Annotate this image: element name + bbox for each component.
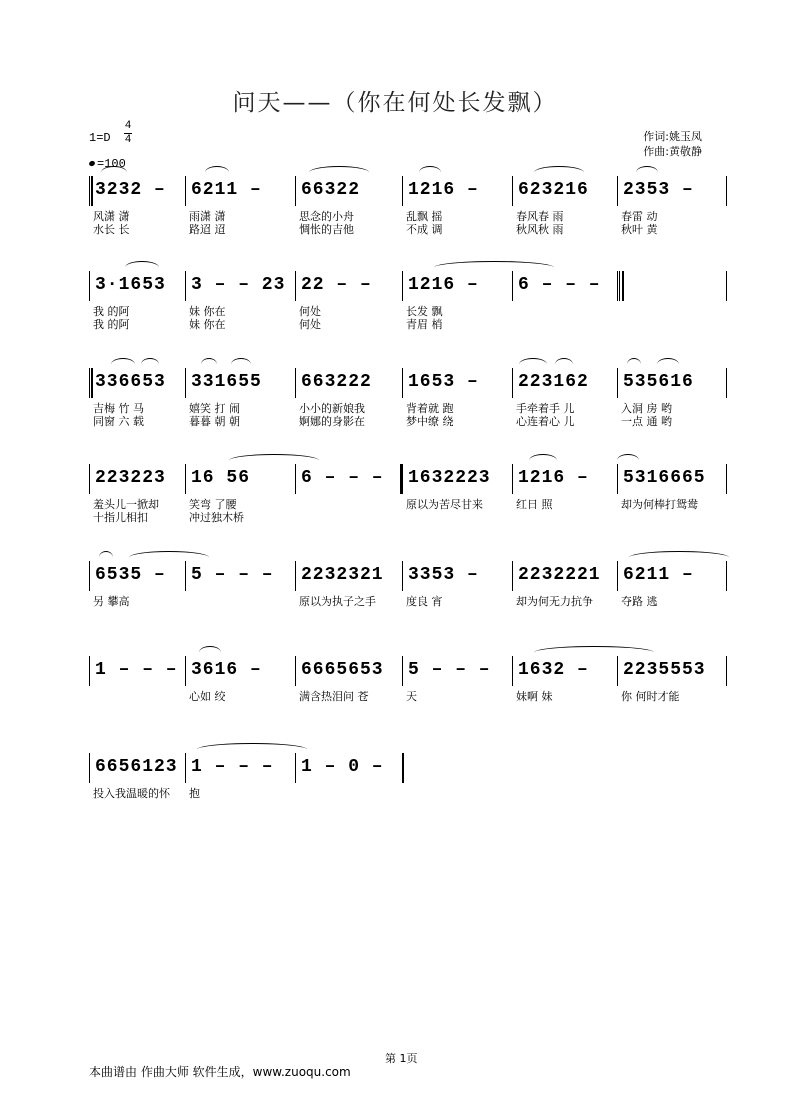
measure-notes: 5 – – – (191, 565, 274, 585)
barline (617, 176, 618, 206)
lyric-verse-1: 思念的小舟 (299, 210, 354, 223)
barline (295, 368, 296, 398)
lyric-verse-2: 惆怅的吉他 (299, 223, 354, 236)
measure-notes: 6656123 (95, 757, 178, 777)
lyric-verse-2: 梦中缭 绕 (406, 415, 454, 428)
time-signature (124, 120, 132, 147)
measure-notes: 1632223 (408, 468, 491, 488)
measure-notes: 223223 (95, 468, 166, 488)
barline (89, 176, 90, 206)
measure-notes: 6535 – (95, 565, 166, 585)
lyric-verse-2: 婀娜的身影在 (299, 415, 365, 428)
lyric-verse-1: 风潇 潇 (93, 210, 130, 223)
lyric-verse-2: 心连着心 儿 (516, 415, 575, 428)
lyric-verse-1: 夺路 逃 (621, 595, 658, 608)
barline (295, 753, 296, 783)
barline (617, 368, 618, 398)
slur (627, 358, 641, 371)
barline (512, 368, 513, 398)
page-number: 第 1页 (385, 1052, 418, 1065)
measure-notes: 3232 – (95, 180, 166, 200)
barline (295, 464, 296, 494)
thick-barline (402, 753, 404, 783)
lyric-verse-1: 妹 你在 (189, 305, 226, 318)
lyric-verse-2: 妹 你在 (189, 318, 226, 331)
barline (726, 368, 727, 398)
slur (629, 551, 729, 564)
barline (89, 464, 90, 494)
measure-notes: 5316665 (623, 468, 706, 488)
slur (534, 646, 654, 659)
lyric-verse-1: 春雷 动 (621, 210, 658, 223)
slur (534, 166, 584, 179)
lyric-verse-1: 春风春 雨 (516, 210, 564, 223)
lyric-verse-1: 背着就 跑 (406, 402, 454, 415)
barline (89, 656, 90, 686)
barline (512, 464, 513, 494)
score-line (89, 468, 726, 548)
lyric-verse-1: 我 的阿 (93, 305, 130, 318)
barline (726, 464, 727, 494)
thick-barline (91, 176, 93, 206)
barline (89, 368, 90, 398)
thick-barline (622, 271, 624, 301)
lyric-verse-2: 秋叶 黄 (621, 223, 658, 236)
slur (111, 358, 135, 371)
slur (529, 454, 557, 467)
lyric-verse-1: 入洞 房 哟 (621, 402, 672, 415)
lyric-verse-2: 我 的阿 (93, 318, 130, 331)
measure-notes: 3 – – 23 (191, 275, 286, 295)
lyric-verse-1: 羞头儿一掀却 (93, 498, 159, 511)
barline (402, 656, 403, 686)
barline (89, 753, 90, 783)
measure-notes: 1216 – (518, 468, 589, 488)
slur (197, 743, 307, 756)
slur (636, 166, 658, 179)
barline (295, 176, 296, 206)
lyric-verse-1: 雨潇 潇 (189, 210, 226, 223)
measure-notes: 6211 – (623, 565, 694, 585)
lyric-verse-1: 吉梅 竹 马 (93, 402, 144, 415)
lyric-verse-1: 却为何棒打鸳鸯 (621, 498, 698, 511)
barline (726, 176, 727, 206)
time-sig-top: 4 (124, 120, 132, 132)
measure-notes: 6 – – – (301, 468, 384, 488)
lyric-verse-2: 暮暮 朝 朝 (189, 415, 240, 428)
barline (402, 176, 403, 206)
barline (185, 753, 186, 783)
barline (617, 561, 618, 591)
measure-notes: 6211 – (191, 180, 262, 200)
slur (201, 358, 217, 371)
measure-notes: 3353 – (408, 565, 479, 585)
barline (617, 656, 618, 686)
measure-notes: 223162 (518, 372, 589, 392)
slur (657, 358, 679, 371)
slur (99, 551, 113, 564)
lyric-verse-1: 长发 飘 (406, 305, 443, 318)
lyric-verse-1: 原以为执子之手 (299, 595, 376, 608)
slur (434, 261, 554, 274)
barline (512, 561, 513, 591)
composer-credit: 作曲:黄敬静 (643, 145, 702, 158)
lyric-verse-1: 笑弯 了腰 (189, 498, 237, 511)
lyric-verse-1: 满含热泪问 苍 (299, 690, 369, 703)
lyric-verse-1: 却为何无力抗争 (516, 595, 593, 608)
lyric-verse-1: 度良 宵 (406, 595, 443, 608)
barline (402, 368, 403, 398)
lyric-verse-1: 投入我温暖的怀 (93, 787, 170, 800)
measure-notes: 6 – – – (518, 275, 601, 295)
barline (512, 656, 513, 686)
generator-note: 本曲谱由 作曲大师 软件生成，www.zuoqu.com (89, 1065, 351, 1079)
score-line (89, 565, 726, 645)
measure-notes: 5 – – – (408, 660, 491, 680)
lyric-verse-1: 嬉笑 打 闹 (189, 402, 240, 415)
score-line (89, 372, 726, 452)
lyric-verse-1: 原以为苦尽甘来 (406, 498, 483, 511)
barline (512, 176, 513, 206)
measure-notes: 623216 (518, 180, 589, 200)
lyric-verse-1: 心如 绞 (189, 690, 226, 703)
score-title: 问天——（你在何处长发飘） (232, 90, 558, 116)
slur (419, 166, 441, 179)
barline (726, 561, 727, 591)
measure-notes: 1 – – – (95, 660, 178, 680)
measure-notes: 1653 – (408, 372, 479, 392)
quarter-note-icon (88, 160, 95, 167)
barline (726, 271, 727, 301)
lyric-verse-1: 手牵着手 儿 (516, 402, 575, 415)
lyric-verse-2: 一点 通 哟 (621, 415, 672, 428)
barline (295, 271, 296, 301)
measure-notes: 1632 – (518, 660, 589, 680)
slur (141, 358, 159, 371)
slur (101, 166, 127, 179)
measure-notes: 663222 (301, 372, 372, 392)
tempo-value: =100 (97, 157, 126, 171)
barline (402, 271, 403, 301)
lyric-verse-2: 秋风秋 雨 (516, 223, 564, 236)
measure-notes: 3616 – (191, 660, 262, 680)
measure-notes: 2353 – (623, 180, 694, 200)
score-line (89, 660, 726, 740)
lyric-verse-1: 乱飘 摇 (406, 210, 443, 223)
thick-barline (619, 271, 620, 301)
barline (617, 271, 618, 301)
lyric-verse-2: 何处 (299, 318, 321, 331)
measure-notes: 2232221 (518, 565, 601, 585)
barline (295, 656, 296, 686)
barline (402, 561, 403, 591)
measure-notes: 1216 – (408, 275, 479, 295)
thick-barline (400, 464, 402, 494)
slur (125, 261, 159, 274)
measure-notes: 336653 (95, 372, 166, 392)
barline (185, 368, 186, 398)
measure-notes: 331655 (191, 372, 262, 392)
slur (231, 358, 251, 371)
measure-notes: 2232321 (301, 565, 384, 585)
key-signature: 1=D (89, 131, 111, 145)
barline (185, 464, 186, 494)
measure-notes: 3·1653 (95, 275, 166, 295)
slur (309, 166, 369, 179)
measure-notes: 6665653 (301, 660, 384, 680)
barline (89, 561, 90, 591)
measure-notes: 1 – – – (191, 757, 274, 777)
lyric-verse-1: 天 (406, 690, 417, 703)
lyricist-credit: 作词:姚玉凤 (643, 130, 702, 143)
lyric-verse-2: 十指儿相扣 (93, 511, 148, 524)
lyric-verse-1: 何处 (299, 305, 321, 318)
measure-notes: 1216 – (408, 180, 479, 200)
measure-notes: 22 – – (301, 275, 372, 295)
barline (295, 561, 296, 591)
barline (185, 176, 186, 206)
barline (185, 561, 186, 591)
measure-notes: 535616 (623, 372, 694, 392)
score-line (89, 180, 726, 260)
lyric-verse-1: 小小的新娘我 (299, 402, 365, 415)
lyric-verse-1: 抱 (189, 787, 200, 800)
barline (512, 271, 513, 301)
slur (129, 551, 209, 564)
measure-notes: 66322 (301, 180, 361, 200)
lyric-verse-1: 你 何时才能 (621, 690, 680, 703)
lyric-verse-2: 同窗 六 载 (93, 415, 144, 428)
lyric-verse-2: 冲过独木桥 (189, 511, 244, 524)
slur (555, 358, 573, 371)
lyric-verse-1: 红日 照 (516, 498, 553, 511)
measure-notes: 2235553 (623, 660, 706, 680)
lyric-verse-2: 青眉 梢 (406, 318, 443, 331)
lyric-verse-2: 不成 调 (406, 223, 443, 236)
lyric-verse-2: 路迢 迢 (189, 223, 226, 236)
slur (199, 646, 221, 659)
barline (89, 271, 90, 301)
score-line (89, 275, 726, 355)
time-sig-bottom: 4 (124, 134, 132, 146)
measure-notes: 1 – 0 – (301, 757, 384, 777)
lyric-verse-1: 另 攀高 (93, 595, 130, 608)
measure-notes: 16 56 (191, 468, 251, 488)
barline (617, 464, 618, 494)
slur (205, 166, 229, 179)
thick-barline (91, 368, 93, 398)
lyric-verse-2: 水长 长 (93, 223, 130, 236)
barline (726, 656, 727, 686)
slur (617, 454, 639, 467)
score-line (89, 757, 726, 837)
slur (229, 454, 319, 467)
barline (185, 656, 186, 686)
barline (185, 271, 186, 301)
lyric-verse-1: 妹啊 妹 (516, 690, 553, 703)
barline (402, 464, 403, 494)
slur (519, 358, 547, 371)
